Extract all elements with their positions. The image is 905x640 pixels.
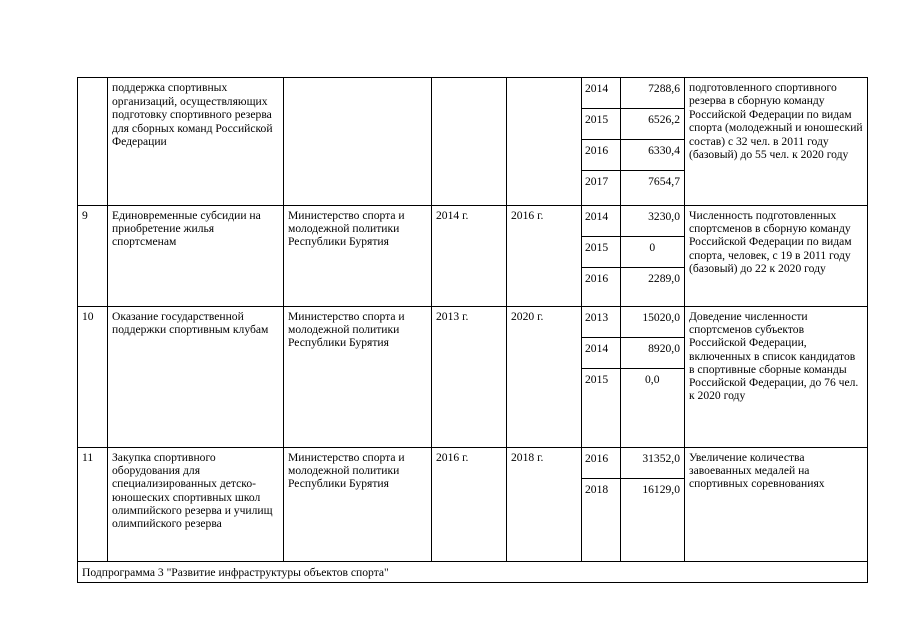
- funding-value: 8920,0: [620, 338, 684, 369]
- row-number: 9: [78, 206, 108, 307]
- funding-cell: [582, 206, 685, 307]
- funding-year: 2015: [582, 369, 620, 448]
- subprogram-title: Подпрограмма 3 "Развитие инфраструктуры объектов спорта": [78, 562, 868, 583]
- program-table: [77, 77, 868, 583]
- funding-subtable: [582, 78, 684, 205]
- funding-year: 2016: [582, 448, 620, 479]
- funding-year: 2015: [582, 109, 620, 140]
- row-number: 10: [78, 307, 108, 448]
- funding-cell: [582, 448, 685, 562]
- result-cell: Доведение численности спортсменов субъектов Российской Федерации, включенных в список кандидатов в спортивные сборные команды Российской Федерации, до 76 чел. к 2020 году: [685, 307, 868, 448]
- funding-cell: [582, 78, 685, 206]
- funding-cell: [582, 307, 685, 448]
- funding-value: 0,0: [620, 369, 684, 448]
- result-cell: подготовленного спортивного резерва в сборную команду Российской Федерации по видам спорта (молодежный и юношеский состав) с 32 чел. в 2011 году (базовый) до 55 чел. к 2020 году: [685, 78, 868, 206]
- executor-cell: Министерство спорта и молодежной политики Республики Бурятия: [284, 307, 432, 448]
- funding-value: 0: [620, 237, 684, 268]
- funding-year: 2014: [582, 338, 620, 369]
- result-cell: Численность подготовленных спортсменов в сборную команду Российской Федерации по видам спорта, человек, с 19 в 2011 году (базовый) до 22 к 2020 году: [685, 206, 868, 307]
- end-year-cell: 2016 г.: [507, 206, 582, 307]
- funding-value: 7288,6: [648, 82, 680, 95]
- row-number: [78, 78, 108, 206]
- end-year-cell: 2020 г.: [507, 307, 582, 448]
- funding-year: 2014: [582, 78, 620, 109]
- funding-value: 7654,7: [620, 171, 684, 206]
- row-number: 11: [78, 448, 108, 562]
- funding-subtable: [582, 307, 684, 447]
- funding-year: 2013: [582, 307, 620, 338]
- event-cell: Оказание государственной поддержки спортивным клубам: [108, 307, 284, 448]
- event-cell: Единовременные субсидии на приобретение жилья спортсменам: [108, 206, 284, 307]
- event-cell: Закупка спортивного оборудования для специализированных детско-юношеских спортивных школ олимпийского резерва и училищ олимпийского резерва: [108, 448, 284, 562]
- start-year-cell: 2016 г.: [432, 448, 507, 562]
- subprogram-row: [78, 562, 868, 583]
- start-year-cell: 2014 г.: [432, 206, 507, 307]
- executor-cell: Министерство спорта и молодежной политики Республики Бурятия: [284, 206, 432, 307]
- end-year-cell: 2018 г.: [507, 448, 582, 562]
- start-year-cell: 2013 г.: [432, 307, 507, 448]
- table-row: [78, 448, 868, 562]
- funding-value: 6330,4: [620, 140, 684, 171]
- funding-year: 2018: [582, 479, 620, 562]
- funding-year: 2015: [582, 237, 620, 268]
- event-cell: поддержка спортивных организаций, осуществляющих подготовку спортивного резерва для сборных команд Российской Федерации: [108, 78, 284, 206]
- funding-value: 16129,0: [620, 479, 684, 562]
- funding-year: 2014: [582, 206, 620, 237]
- executor-cell: Министерство спорта и молодежной политики Республики Бурятия: [284, 448, 432, 562]
- funding-subtable: [582, 206, 684, 306]
- funding-subtable: [582, 448, 684, 561]
- funding-value: 31352,0: [642, 452, 680, 465]
- funding-value: 2289,0: [620, 268, 684, 307]
- funding-value: 6526,2: [620, 109, 684, 140]
- result-cell: Увеличение количества завоеванных медалей на спортивных соревнованиях: [685, 448, 868, 562]
- end-year-cell: [507, 78, 582, 206]
- funding-year: 2016: [582, 140, 620, 171]
- executor-cell: [284, 78, 432, 206]
- table-row: [78, 307, 868, 448]
- table-row: [78, 78, 868, 206]
- funding-value: 3230,0: [648, 210, 680, 223]
- table-row: [78, 206, 868, 307]
- funding-year: 2016: [582, 268, 620, 307]
- funding-year: 2017: [582, 171, 620, 206]
- funding-value: 15020,0: [642, 311, 680, 324]
- start-year-cell: [432, 78, 507, 206]
